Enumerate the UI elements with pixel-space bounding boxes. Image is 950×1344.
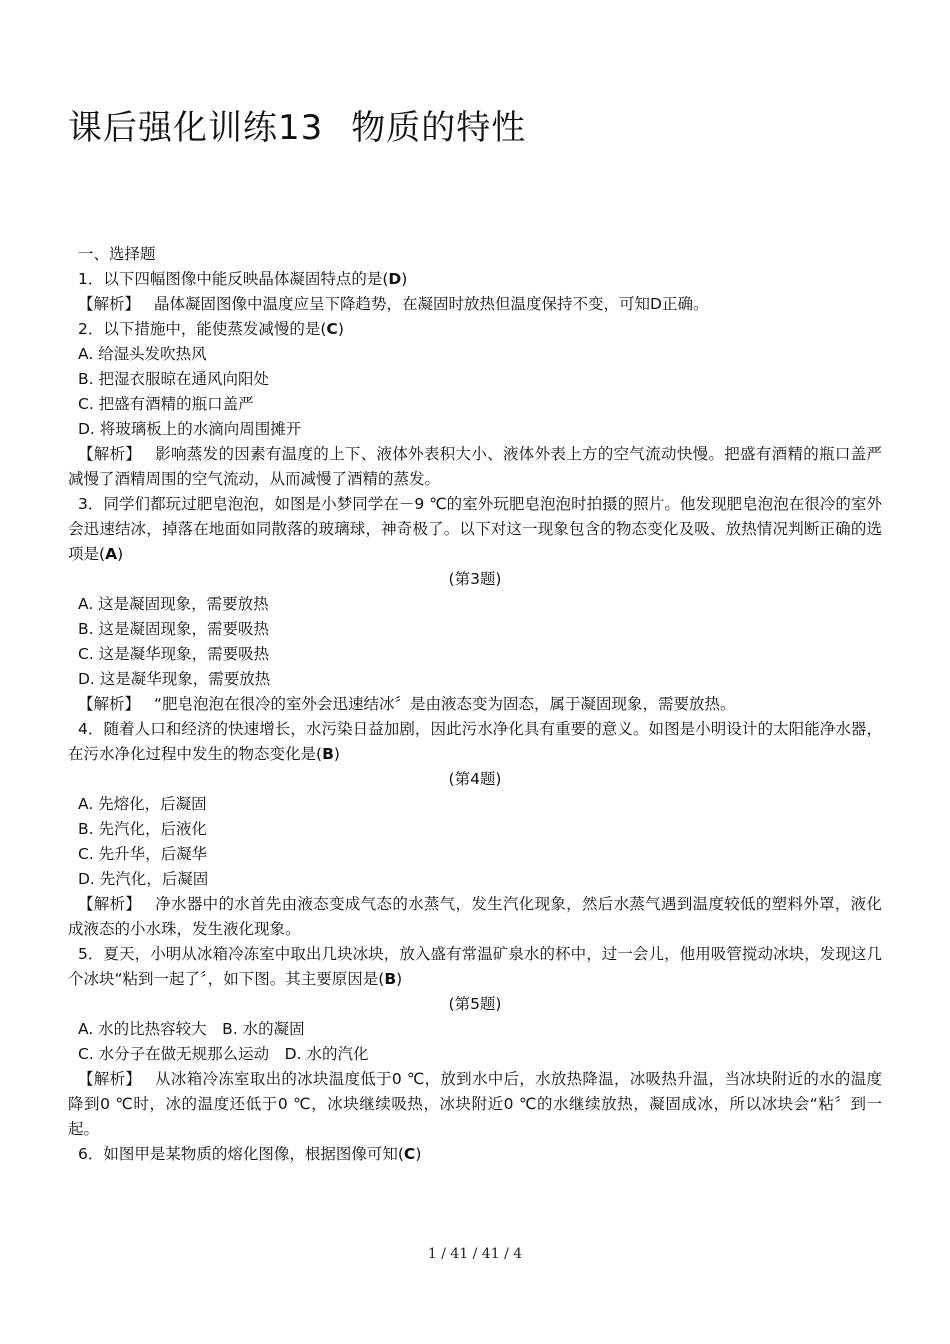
figure-caption-4: (第4题) (448, 770, 502, 788)
answer-5: B (384, 970, 397, 988)
option: C. 这是凝华现象，需要吸热 (78, 645, 270, 663)
option: B. 先汽化，后液化 (78, 820, 207, 838)
figure-caption-5: (第5题) (448, 995, 502, 1013)
question-5: 5．夏天，小明从冰箱冷冻室中取出几块冰块，放入盛有常温矿泉水的杯中，过一会儿，他用吸管搅动冰块，发现这几个冰块“粘到一起了〞，如下图。其主要原因是(B) (68, 945, 882, 988)
option: D. 这是凝华现象，需要放热 (78, 670, 271, 688)
option: A. 先熔化，后凝固 (78, 795, 207, 813)
analysis-5: 【解析】 从冰箱冷冻室取出的冰块温度低于0 ℃，放到水中后，水放热降温，冰吸热升温，当冰块附近的水的温度降到0 ℃时，冰的温度还低于0 ℃，冰块继续吸热，冰块附近0 ℃的水继续放热，凝固成冰，所以冰块会“粘〞到一起。 (68, 1070, 882, 1138)
title-topic: 物质的特性 (351, 108, 527, 148)
answer-3: A (105, 545, 118, 563)
option: A. 这是凝固现象，需要放热 (78, 595, 269, 613)
title-main: 课后强化训练13 (68, 108, 324, 148)
analysis-1: 【解析】 晶体凝固图像中温度应呈下降趋势，在凝固时放热但温度保持不变，可知D正确。 (78, 295, 709, 313)
document-body (68, 242, 882, 1167)
option: D. 先汽化，后凝固 (78, 870, 209, 888)
page-number: 1 / 41 / 41 / 4 (427, 1246, 523, 1262)
analysis-2: 【解析】 影响蒸发的因素有温度的上下、液体外表积大小、液体外表上方的空气流动快慢。把盛有酒精的瓶口盖严减慢了酒精周围的空气流动，从而减慢了酒精的蒸发。 (68, 445, 882, 488)
question-2: 2．以下措施中，能使蒸发减慢的是(C) (78, 320, 344, 338)
option: C. 先升华，后凝华 (78, 845, 208, 863)
option: D. 将玻璃板上的水滴向周围摊开 (78, 420, 302, 438)
answer-2: C (326, 320, 338, 338)
analysis-3: 【解析】 “肥皂泡泡在很冷的室外会迅速结冰〞是由液态变为固态，属于凝固现象，需要放热。 (78, 695, 736, 713)
question-1: 1．以下四幅图像中能反映晶体凝固特点的是(D) (78, 270, 408, 288)
page-title (68, 100, 526, 149)
question-3: 3．同学们都玩过肥皂泡泡，如图是小梦同学在－9 ℃的室外玩肥皂泡泡时拍摄的照片。他发现肥皂泡泡在很冷的室外会迅速结冰，掉落在地面如同散落的玻璃球，神奇极了。以下对这一现象包含的物态变化及吸、放热情况判断正确的选项是(A) (68, 495, 882, 563)
option: C. 把盛有酒精的瓶口盖严 (78, 395, 254, 413)
analysis-4: 【解析】 净水器中的水首先由液态变成气态的水蒸气，发生汽化现象，然后水蒸气遇到温度较低的塑料外罩，液化成液态的小水珠，发生液化现象。 (68, 895, 882, 938)
answer-1: D (388, 270, 402, 288)
answer-6: C (403, 1145, 416, 1163)
option: A. 水的比热容较大 B. 水的凝固 (78, 1020, 305, 1038)
option: B. 把湿衣服晾在通风向阳处 (78, 370, 269, 388)
option: A. 给湿头发吹热风 (78, 345, 207, 363)
answer-4: B (322, 745, 334, 763)
figure-caption-3: (第3题) (448, 570, 502, 588)
section-heading: 一、选择题 (78, 245, 156, 263)
option: C. 水分子在做无规那么运动 D. 水的汽化 (78, 1045, 369, 1063)
question-6: 6．如图甲是某物质的熔化图像，根据图像可知(C) (78, 1145, 422, 1163)
question-4: 4．随着人口和经济的快速增长，水污染日益加剧，因此污水净化具有重要的意义。如图是小明设计的太阳能净水器，在污水净化过程中发生的物态变化是(B) (68, 720, 882, 763)
option: B. 这是凝固现象，需要吸热 (78, 620, 269, 638)
